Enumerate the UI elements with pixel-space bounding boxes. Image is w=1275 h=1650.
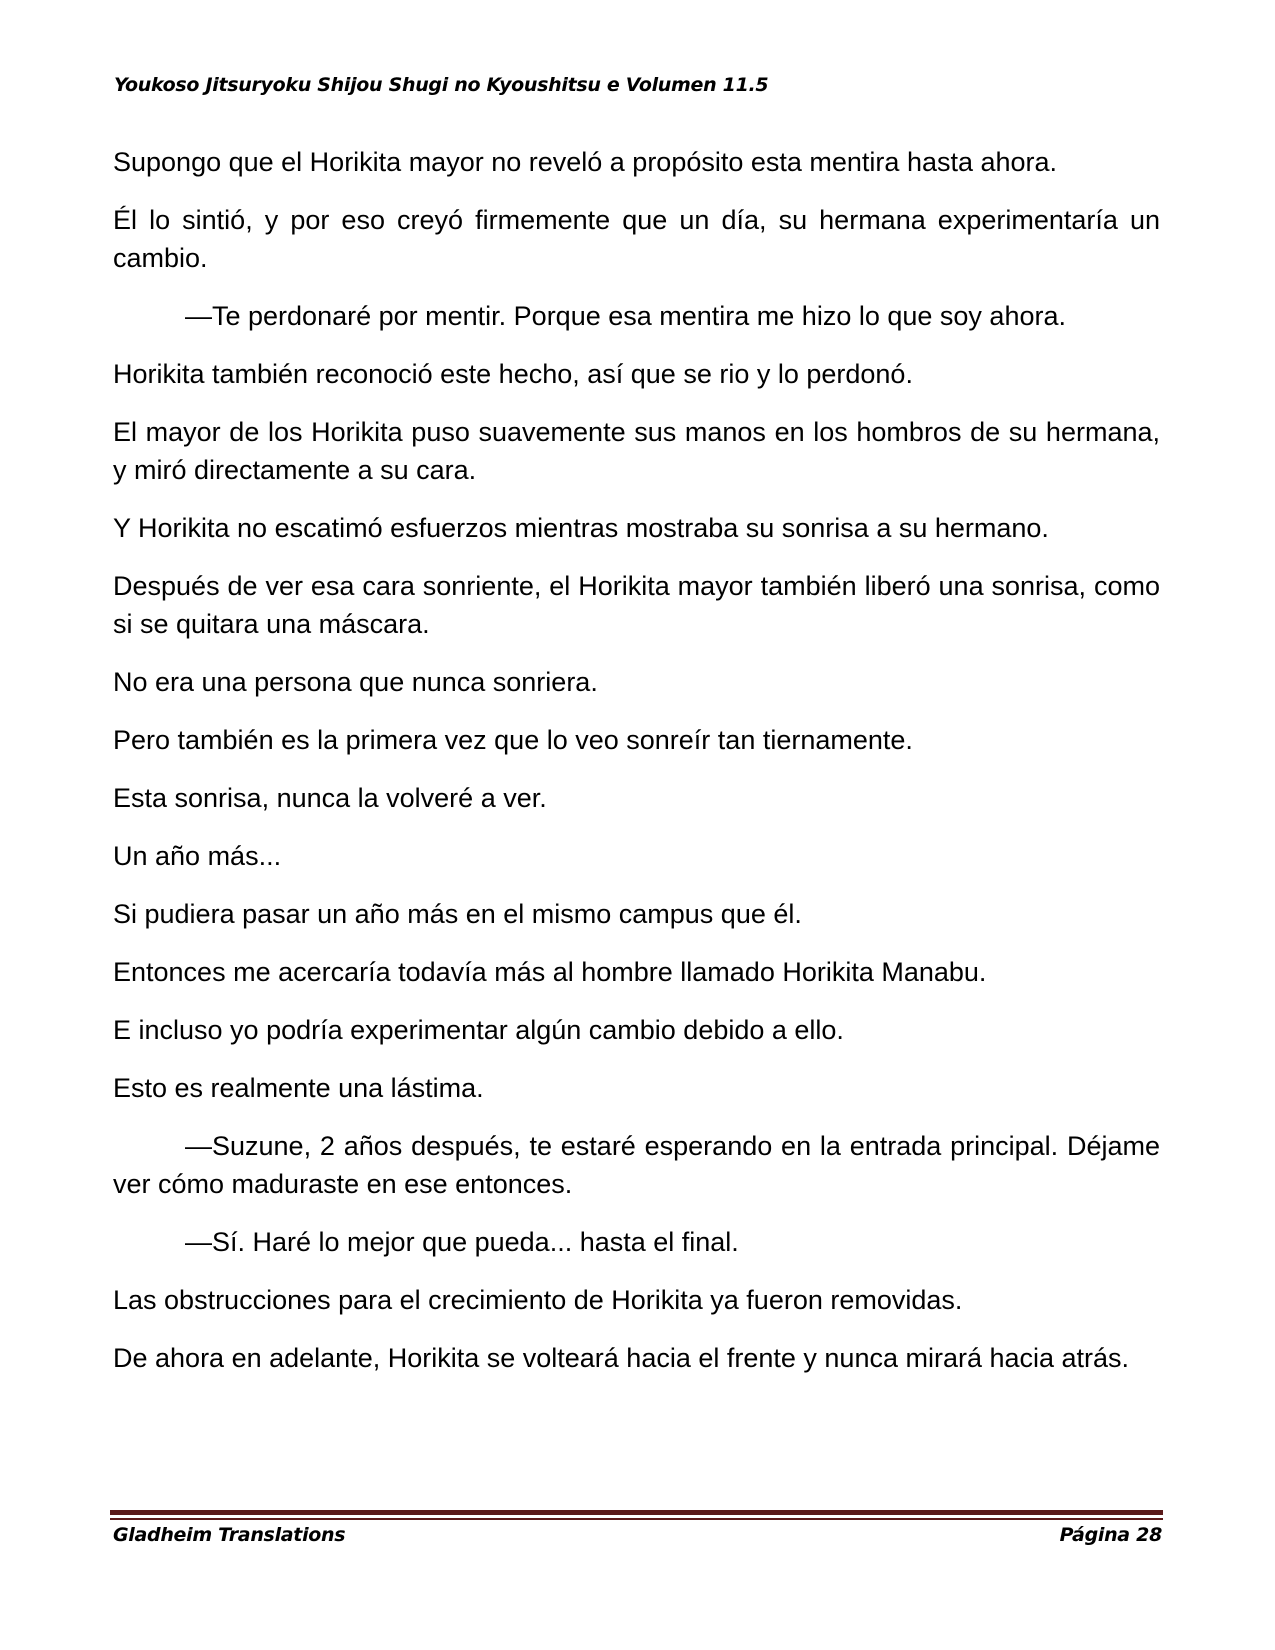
paragraph: Esto es realmente una lástima.: [113, 1073, 484, 1103]
page-number: Página 28: [1059, 1524, 1162, 1546]
footer-translator: Gladheim Translations: [113, 1524, 346, 1546]
body-text: [113, 143, 1160, 1397]
paragraph: Un año más...: [113, 841, 282, 871]
dialogue-paragraph: —Suzune, 2 años después, te estaré esperando en la entrada principal. Déjame ver cómo maduraste en ese entonces.: [113, 1131, 1160, 1199]
paragraph: Entonces me acercaría todavía más al hombre llamado Horikita Manabu.: [113, 957, 987, 987]
paragraph: El mayor de los Horikita puso suavemente sus manos en los hombros de su hermana, y miró directamente a su cara.: [113, 417, 1160, 485]
header-title: Youkoso Jitsuryoku Shijou Shugi no Kyoushitsu e Volumen 11.5: [114, 74, 769, 96]
dialogue-paragraph: —Te perdonaré por mentir. Porque esa mentira me hizo lo que soy ahora.: [185, 301, 1066, 331]
paragraph: Él lo sintió, y por eso creyó firmemente que un día, su hermana experimentaría un cambio.: [113, 205, 1160, 273]
paragraph: De ahora en adelante, Horikita se volteará hacia el frente y nunca mirará hacia atrás.: [113, 1343, 1130, 1373]
paragraph: Pero también es la primera vez que lo veo sonreír tan tiernamente.: [113, 725, 913, 755]
paragraph: Si pudiera pasar un año más en el mismo campus que él.: [113, 899, 802, 929]
paragraph: Después de ver esa cara sonriente, el Horikita mayor también liberó una sonrisa, como si se quitara una máscara.: [113, 571, 1160, 639]
paragraph: Esta sonrisa, nunca la volveré a ver.: [113, 783, 547, 813]
paragraph: Las obstrucciones para el crecimiento de Horikita ya fueron removidas.: [113, 1285, 963, 1315]
paragraph: Y Horikita no escatimó esfuerzos mientras mostraba su sonrisa a su hermano.: [113, 513, 1049, 543]
dialogue-paragraph: —Sí. Haré lo mejor que pueda... hasta el final.: [185, 1227, 739, 1257]
footer-rule-thin: [110, 1518, 1163, 1520]
paragraph: Horikita también reconoció este hecho, así que se rio y lo perdonó.: [113, 359, 913, 389]
footer-rule: [110, 1510, 1163, 1515]
paragraph: No era una persona que nunca sonriera.: [113, 667, 598, 697]
paragraph: E incluso yo podría experimentar algún cambio debido a ello.: [113, 1015, 844, 1045]
paragraph: Supongo que el Horikita mayor no reveló a propósito esta mentira hasta ahora.: [113, 147, 1058, 177]
